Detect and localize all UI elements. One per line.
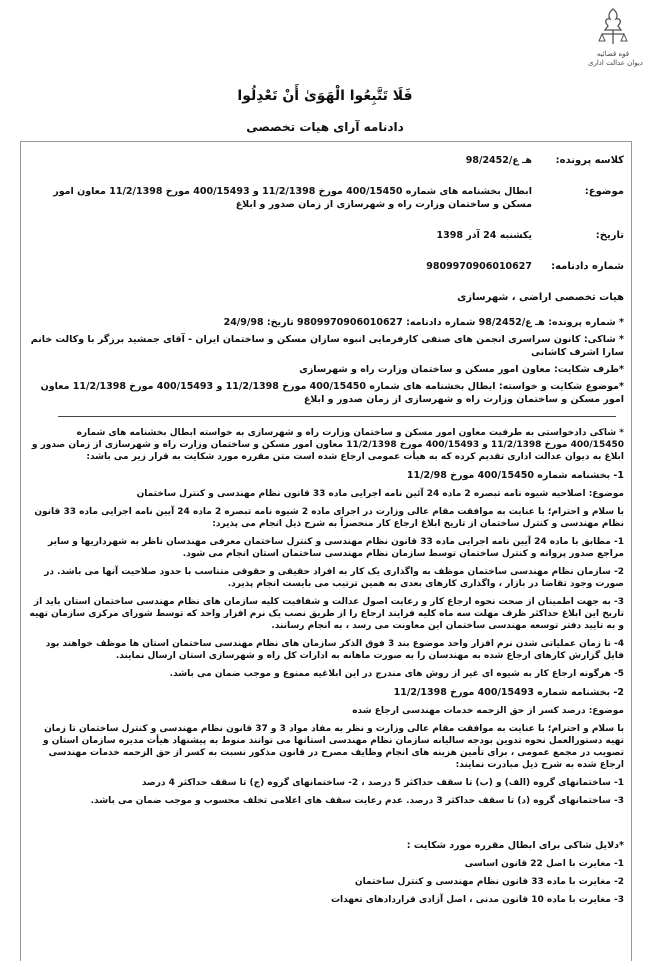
circular-1-item-3: 3- به جهت اطمینان از صحت نحوه ارجاع کار و رعایت اصول عدالت و شفافیت کلیه سازمان های نظام مهندسی ساختمان استان باید از تاریخ این ابلاغ حداکثر ظرف مهلت سه ماه کلیه فرایند ارجاع را از طریق نصب یک نرم افزار واحد که توسط شورای مرکزی سازمان تهیه و به تایید دفتر توسعه مهندسی ساختمان این معاونت می رسد ، به انجام رسانند. bbox=[29, 597, 624, 631]
logo-caption-2: دیوان عدالت اداری bbox=[588, 59, 643, 67]
case-summary-row bbox=[28, 154, 624, 167]
verdict-number-row bbox=[28, 260, 624, 273]
date-row bbox=[28, 229, 624, 242]
circular-2-preamble: با سلام و احترام؛ با عنایت به موافقت مقام عالی وزارت و نظر به مفاد مواد 3 و 37 قانون نظام مهندسی و کنترل ساختمان تا زمان تهیه دستورالعمل نحوه تدوین بودجه سالیانه سازمان نظام مهندسی استانها می توانند منوط به پیشنهاد هیأت مدیره سازمان استان و تصویب در مجمع عمومی ، برای تأمین هزینه های انجام وظایف مصرح در قانون مذکور نسبت به کسر از حق الزحمه خدمات مهندسی ارجاع شده به شرح ذیل مبادرت نمایند: bbox=[43, 724, 624, 770]
frame-right bbox=[631, 141, 632, 961]
date-value: یکشنبه 24 آذر 1398 bbox=[436, 230, 532, 241]
circular-2-item-1: 1- ساختمانهای گروه (الف) و (ب) تا سقف حداکثر 5 درصد ، 2- ساختمانهای گروه (ج) تا سقف حداکثر 4 درصد bbox=[141, 778, 624, 788]
circular-1-item-1: 1- مطابق با ماده 24 آیین نامه اجرایی ماده 33 قانون نظام مهندسی و کنترل ساختمان معرفی مهندسان ناظر به شهرداریها و سایر مراجع صدور پروانه و کنترل ساختمان توسط سازمان نظام مهندسی ساختمان استان انجام می شود. bbox=[47, 537, 624, 559]
subject-value: ابطال بخشنامه های شماره 400/15450 مورخ 11/2/1398 و 400/15493 مورخ 11/2/1398 معاون امور مسکن و ساختمان وزارت راه و شهرسازی از زمان صدور و ابلاغ bbox=[53, 186, 532, 210]
circular-1-item-4: 4- تا زمان عملیاتی شدن نرم افزار واحد موضوع بند 3 فوق الذکر سازمان های نظام مهندسی ساختمان استان ها موظف خواهند بود فایل گزارش کارهای ارجاع شده به مهندسان را به صورت ماهانه به ادارات کل راه و شهرسازی استان ارسال نمایند. bbox=[45, 639, 624, 661]
frame-top bbox=[20, 141, 632, 142]
quran-verse: فَلَا تَتَّبِعُوا الْهَوَىٰ أَنْ تَعْدِلُوا bbox=[237, 88, 413, 104]
case-summary-value: هـ ع/98/2452 bbox=[465, 155, 532, 166]
circular-1-subject: موضوع: اصلاحیه شیوه نامه تبصره 2 ماده 24 آئین نامه اجرایی ماده 33 قانون نظام مهندسی و کنترل ساختمان bbox=[136, 489, 624, 499]
circular-2-item-2: 3- ساختمانهای گروه (د) تا سقف حداکثر 3 درصد. عدم رعایت سقف های اعلامی تخلف محسوب و موجب ضمان می باشد. bbox=[90, 796, 624, 806]
circular-1-preamble: با سلام و احترام؛ با عنایت به موافقت مقام عالی وزارت در اجرای ماده 2 شیوه نامه تبصره 2 ماده 24 آیین نامه اجرایی ماده 33 قانون نظام مهندسی و کنترل ساختمان از تاریخ ابلاغ ارجاع کار منحصراً به شرح ذیل انجام می پذیرد: bbox=[34, 507, 624, 529]
frame-left bbox=[20, 141, 21, 961]
intro-paragraph: * شاکی دادخواستی به طرفیت معاون امور مسکن و ساختمان وزارت راه و شهرسازی به خواسته ابطال بخشنامه های شماره 400/15450 مورخ 11/2/1398 و 400/15493 مورخ 11/2/1398 معاون امور مسکن و ساختمان وزارت راه و شهرسازی از زمان صدور و ابلاغ به دیوان عدالت اداری تقدیم کرده که به هیأت عمومی ارجاع شده است متن مقرره مورد شکایت به قرار زیر می باشد: bbox=[31, 428, 624, 462]
reason-3: 3- مغایرت با ماده 10 قانون مدنی ، اصل آزادی قراردادهای تعهدات bbox=[330, 895, 624, 905]
reason-1: 1- مغایرت با اصل 22 قانون اساسی bbox=[464, 859, 624, 869]
verdict-number-label: شماره دادنامه: bbox=[551, 261, 624, 272]
logo-caption-1: قوه قضائیه bbox=[596, 50, 630, 58]
verdict-content bbox=[28, 148, 624, 912]
case-summary-label: کلاسه پرونده: bbox=[555, 155, 624, 166]
circular-1-title: 1- بخشنامه شماره 400/15450 مورخ 11/2/98 bbox=[406, 470, 624, 481]
circular-1-item-5: 5- هرگونه ارجاع کار به شیوه ای غیر از روش های مندرج در این ابلاغیه ممنوع و موجب ضمان می باشد. bbox=[169, 669, 624, 679]
verdict-number-value: 9809970906010627 bbox=[426, 261, 532, 272]
reasons-heading: *دلایل شاکی برای ابطال مقرره مورد شکایت : bbox=[406, 840, 624, 851]
defendant-line: *طرف شکایت: معاون امور مسکن و ساختمان وزارت راه و شهرسازی bbox=[299, 364, 624, 375]
emblem-icon bbox=[596, 6, 630, 46]
circular-1-item-2: 2- سازمان نظام مهندسی ساختمان موظف به واگذاری یک کار به افراد حقیقی و حقوقی متناسب با حدود صلاحیت آنها می باشد. در صورت وجود تقاضا در بازار ، واگذاری کارهای بعدی به همین ترتیب می بایست انجام پذیرد. bbox=[44, 567, 624, 589]
date-label: تاریخ: bbox=[595, 230, 624, 241]
board-name: هیات تخصصی اراضی ، شهرسازی bbox=[457, 292, 624, 303]
complaint-subject-line: *موضوع شکایت و خواسته: ابطال بخشنامه های شماره 400/15450 مورخ 11/2/1398 و 400/15493 مورخ 11/2/1398 معاون امور مسکن و ساختمان وزارت راه و شهرسازی از زمان صدور و ابلاغ bbox=[40, 381, 624, 405]
subject-row bbox=[28, 185, 624, 211]
plaintiff-line: * شاکی: کانون سراسری انجمن های صنفی کارفرمایی انبوه سازان مسکن و ساختمان ایران - آقای جمشید برزگر با وکالت خانم سارا اشرف کاشانی bbox=[30, 334, 624, 358]
judiciary-logo bbox=[588, 6, 643, 68]
circular-2-title: 2- بخشنامه شماره 400/15493 مورخ 11/2/1398 bbox=[393, 687, 624, 698]
circular-2-subject: موضوع: درصد کسر از حق الزحمه خدمات مهندسی ارجاع شده bbox=[352, 706, 624, 716]
document-title: دادنامه آرای هیات تخصصی bbox=[246, 120, 404, 134]
subject-label: موضوع: bbox=[584, 186, 624, 197]
reason-2: 2- مغایرت با ماده 33 قانون نظام مهندسی و کنترل ساختمان bbox=[354, 877, 624, 887]
case-info-line: * شماره پرونده: هـ ع/98/2452 شماره دادنامه: 9809970906010627 تاریخ: 24/9/98 bbox=[223, 317, 624, 328]
section-divider bbox=[58, 416, 616, 417]
